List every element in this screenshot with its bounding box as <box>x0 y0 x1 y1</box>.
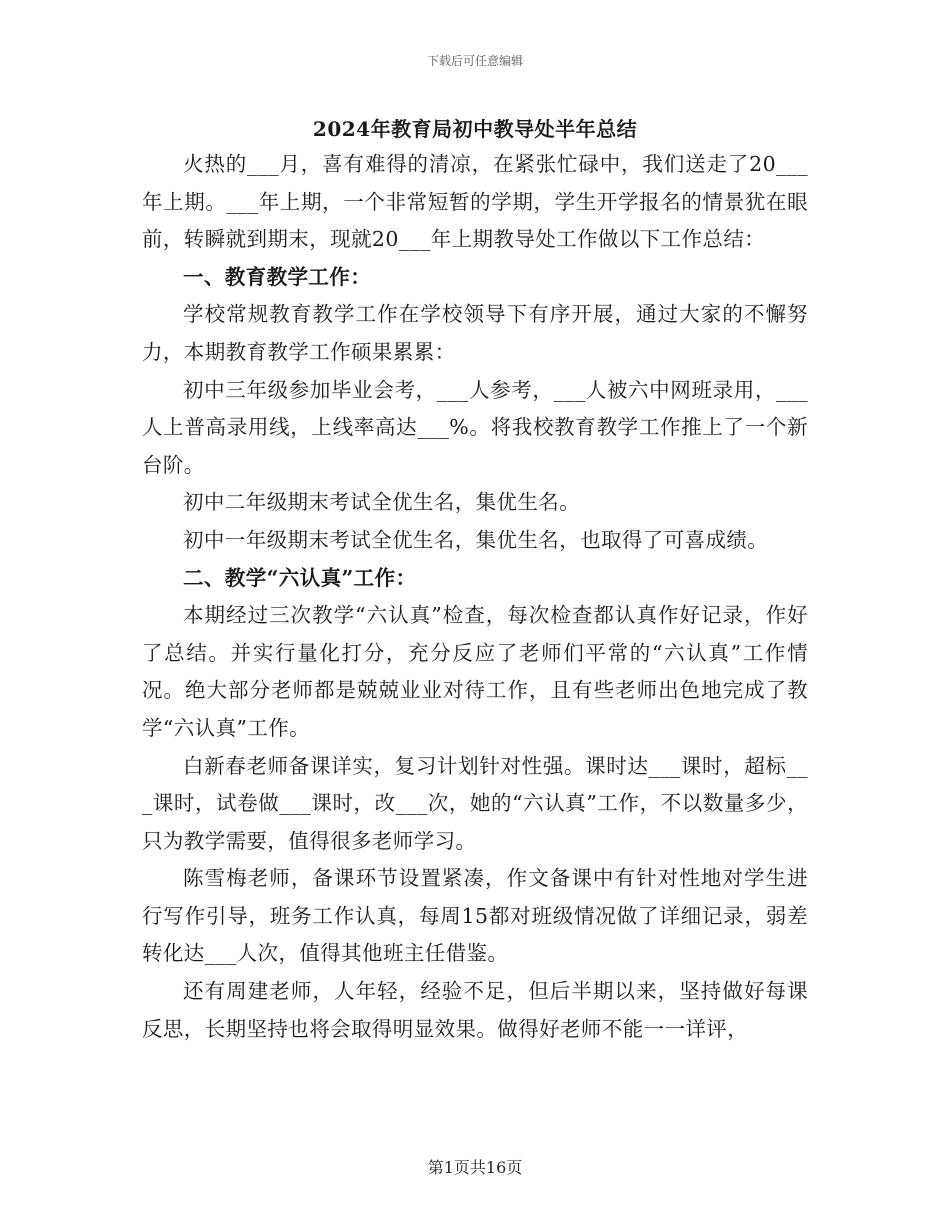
section-heading-1: 一、教育教学工作： <box>183 264 372 289</box>
paragraph: 本期经过三次教学“六认真”检查，每次检查都认真作好记录，作好了总结。并实行量化打分，充分反应了老师们平常的“六认真”工作情况。绝大部分老师都是兢兢业业对待工作，且有些老师出色地完成了教学“六认真”工作。 <box>142 603 808 740</box>
intro-paragraph: 火热的___月，喜有难得的清凉，在紧张忙碌中，我们送走了20___年上期。___年上期，一个非常短暂的学期，学生开学报名的情景犹在眼前，转瞬就到期末，现就20___年上期教导处工作做以下工作总结： <box>142 152 808 252</box>
paragraph: 初中二年级期末考试全优生名，集优生名。 <box>183 490 581 515</box>
paragraph: 还有周建老师，人年轻，经验不足，但后半期以来，坚持做好每课反思，长期坚持也将会取得明显效果。做得好老师不能一一详评， <box>142 979 808 1041</box>
document-body <box>142 146 808 1048</box>
section-heading-2: 二、教学“六认真”工作： <box>183 565 417 590</box>
paragraph: 初中一年级期末考试全优生名，集优生名，也取得了可喜成绩。 <box>183 527 769 552</box>
paragraph: 初中三年级参加毕业会考，___人参考，___人被六中网班录用，___人上普高录用线，上线率高达___%。将我校教育教学工作推上了一个新台阶。 <box>142 377 808 477</box>
paragraph: 陈雪梅老师，备课环节设置紧凑，作文备课中有针对性地对学生进行写作引导，班务工作认真，每周15都对班级情况做了详细记录，弱差转化达___人次，值得其他班主任借鉴。 <box>142 866 808 966</box>
header-note: 下载后可任意编辑 <box>426 54 523 68</box>
document-title: 2024年教育局初中教导处半年总结 <box>312 117 638 141</box>
paragraph: 白新春老师备课详实，复习计划针对性强。课时达___课时，超标___课时，试卷做___课时，改___次，她的“六认真”工作，不以数量多少，只为教学需要，值得很多老师学习。 <box>142 753 808 853</box>
page-number: 第1页共16页 <box>427 1158 523 1177</box>
paragraph: 学校常规教育教学工作在学校领导下有序开展，通过大家的不懈努力，本期教育教学工作硕果累累： <box>142 302 808 364</box>
